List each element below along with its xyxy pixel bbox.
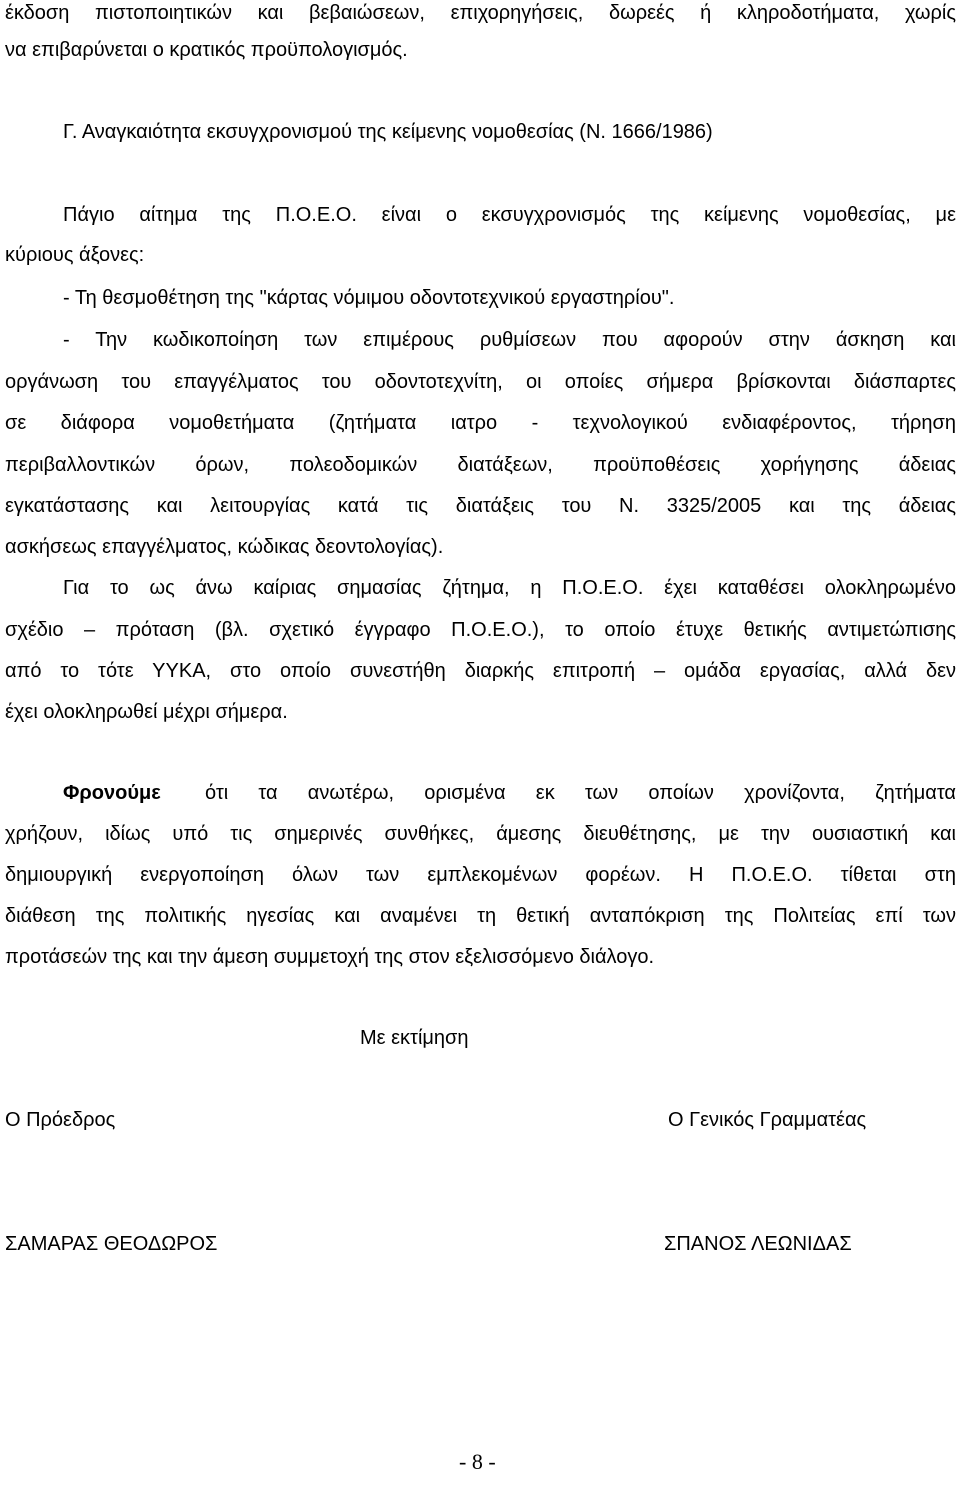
closing-line-1: ότι τα ανωτέρω, ορισμένα εκ των οποίων χρονίζοντα, ζητήματα xyxy=(205,782,956,804)
bullet-2-line-6: ασκήσεως επαγγέλματος, κώδικας δεοντολογίας). xyxy=(5,536,444,558)
bullet-2-line-2: οργάνωση του επαγγέλματος του οδοντοτεχνίτη, οι οποίες σήμερα βρίσκονται διάσπαρτες xyxy=(5,371,956,393)
secretary-name: ΣΠΑΝΟΣ ΛΕΩΝΙΔΑΣ xyxy=(664,1233,852,1255)
closing-line-2: χρήζουν, ιδίως υπό τις σημερινές συνθήκες, άμεσης διευθέτησης, με την ουσιαστική και xyxy=(5,823,956,845)
page-number: - 8 - xyxy=(459,1449,496,1474)
section-line-1: Πάγιο αίτημα της Π.Ο.Ε.Ο. είναι ο εκσυγχρονισμός της κείμενης νομοθεσίας, με xyxy=(63,204,956,226)
closing-line-3: δημιουργική ενεργοποίηση όλων των εμπλεκομένων φορέων. Η Π.Ο.Ε.Ο. τίθεται στη xyxy=(5,864,956,886)
intro-line-2: να επιβαρύνεται ο κρατικός προϋπολογισμός. xyxy=(5,39,408,61)
closing-line-5: προτάσεών της και την άμεση συμμετοχή της στον εξελισσόμενο διάλογο. xyxy=(5,946,655,968)
bullet-2-line-1: - Την κωδικοποίηση των επιμέρους ρυθμίσεων που αφορούν στην άσκηση και xyxy=(63,329,956,351)
bullet-2-line-5: εγκατάστασης και λειτουργίας κατά τις διατάξεις του Ν. 3325/2005 και της άδειας xyxy=(5,495,956,517)
proposal-line-2: σχέδιο – πρόταση (βλ. σχετικό έγγραφο Π.Ο.Ε.Ο.), το οποίο έτυχε θετικής αντιμετώπισης xyxy=(5,619,956,641)
president-name: ΣΑΜΑΡΑΣ ΘΕΟΔΩΡΟΣ xyxy=(5,1233,218,1255)
regards: Με εκτίμηση xyxy=(360,1027,469,1049)
bullet-2-line-4: περιβαλλοντικών όρων, πολεοδομικών διατάξεων, προϋποθέσεις χορήγησης άδειας xyxy=(5,454,956,476)
proposal-line-3: από το τότε ΥΥΚΑ, στο οποίο συνεστήθη διαρκής επιτροπή – ομάδα εργασίας, αλλά δεν xyxy=(5,660,956,682)
bullet-1: - Τη θεσμοθέτηση της "κάρτας νόμιμου οδοντοτεχνικού εργαστηρίου". xyxy=(63,287,675,309)
proposal-line-1: Για το ως άνω καίριας σημασίας ζήτημα, η Π.Ο.Ε.Ο. έχει καταθέσει ολοκληρωμένο xyxy=(63,577,956,599)
section-heading: Γ. Αναγκαιότητα εκσυγχρονισμού της κείμενης νομοθεσίας (Ν. 1666/1986) xyxy=(63,121,713,143)
proposal-line-4: έχει ολοκληρωθεί μέχρι σήμερα. xyxy=(5,701,288,723)
section-line-2: κύριους άξονες: xyxy=(5,244,145,266)
closing-bold-word: Φρονούμε xyxy=(63,782,161,804)
intro-line-1: έκδοση πιστοποιητικών και βεβαιώσεων, επιχορηγήσεις, δωρεές ή κληροδοτήματα, χωρίς xyxy=(5,2,956,24)
closing-line-4: διάθεση της πολιτικής ηγεσίας και αναμένει τη θετική ανταπόκριση της Πολιτείας επί των xyxy=(5,905,956,927)
president-title: Ο Πρόεδρος xyxy=(5,1109,116,1131)
bullet-2-line-3: σε διάφορα νομοθετήματα (ζητήματα ιατρο - τεχνολογικού ενδιαφέροντος, τήρηση xyxy=(5,412,956,434)
secretary-title: Ο Γενικός Γραμματέας xyxy=(668,1109,867,1131)
